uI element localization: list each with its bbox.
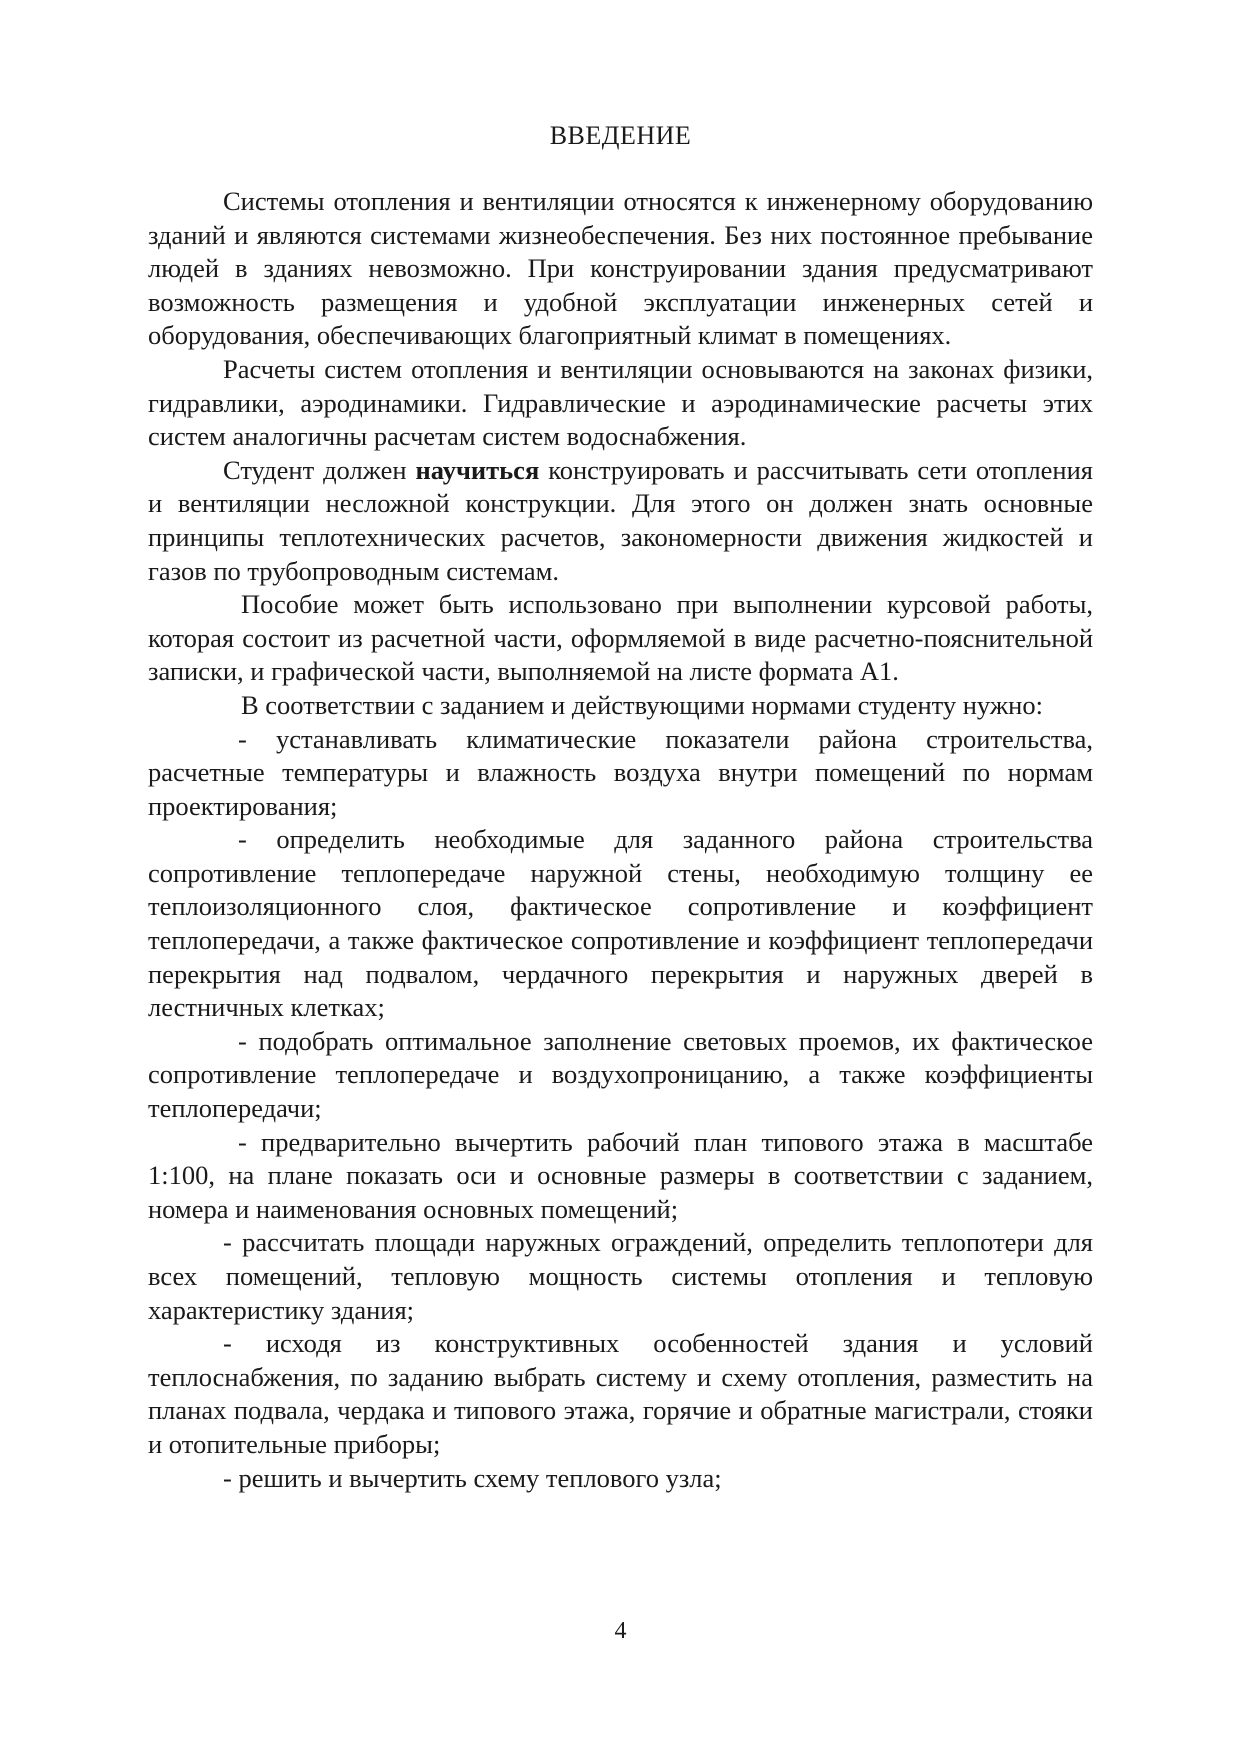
paragraph-student	[148, 454, 1093, 588]
paragraph-intro: Системы отопления и вентиляции относятся к инженерному оборудованию зданий и являются системами жизнеобеспечения. Без них постоянное пребывание людей в зданиях невозможно. При конструировании здания предусматривают возможность размещения и удобной эксплуатации инженерных сетей и оборудования, обеспечивающих благоприятный климат в помещениях.	[148, 186, 1093, 351]
paragraph-calculations: Расчеты систем отопления и вентиляции основываются на законах физики, гидравлики, аэродинамики. Гидравлические и аэродинамические расчеты этих систем аналогичны расчетам систем водоснабжения.	[148, 353, 1093, 452]
list-item: - решить и вычертить схему теплового узла;	[223, 1462, 722, 1493]
list-item: - предварительно вычертить рабочий план типового этажа в масштабе 1:100, на плане показать оси и основные размеры в соответствии с заданием, номера и наименования основных помещений;	[148, 1126, 1093, 1224]
list-item: - рассчитать площади наружных ограждений, определить теплопотери для всех помещений, тепловую мощность системы отопления и тепловую характеристику здания;	[148, 1227, 1093, 1325]
list-item: - определить необходимые для заданного района строительства сопротивление теплопередаче наружной стены, необходимую толщину ее теплоизоляционного слоя, фактическое сопротивление и коэффициент теплопередачи, а также фактическое сопротивление и коэффициент теплопередачи перекрытия над подвалом, чердачного перекрытия и наружных дверей в лестничных клетках;	[148, 824, 1093, 1023]
paragraph-student-start: Студент должен	[223, 454, 416, 485]
page-number: 4	[614, 1618, 627, 1644]
emphasis-learn: научиться	[415, 454, 540, 485]
list-item: - исходя из конструктивных особенностей здания и условий теплоснабжения, по заданию выбрать систему и схему отопления, разместить на планах подвала, чердака и типового этажа, горячие и обратные магистрали, стояки и отопительные приборы;	[148, 1328, 1093, 1459]
paragraph-manual: Пособие может быть использовано при выполнении курсовой работы, которая состоит из расчетной части, оформляемой в виде расчетно-пояснительной записки, и графической части, выполняемой на листе формата А1.	[148, 589, 1093, 687]
body-text	[148, 185, 1093, 1495]
paragraph-requirements: В соответствии с заданием и действующими нормами студенту нужно:	[241, 689, 1043, 720]
page-title: ВВЕДЕНИЕ	[549, 121, 692, 150]
list-item: - подобрать оптимальное заполнение световых проемов, их фактическое сопротивление теплопередаче и воздухопроницанию, а также коэффициенты теплопередачи;	[148, 1025, 1093, 1124]
paragraph-student-end: конструировать и рассчитывать сети отопления и вентиляции несложной конструкции. Для этого он должен знать основные принципы теплотехнических расчетов, закономерности движения жидкостей и газов по трубопроводным системам.	[148, 454, 1093, 586]
list-item: - устанавливать климатические показатели района строительства, расчетные температуры и влажность воздуха внутри помещений по нормам проектирования;	[148, 723, 1093, 821]
